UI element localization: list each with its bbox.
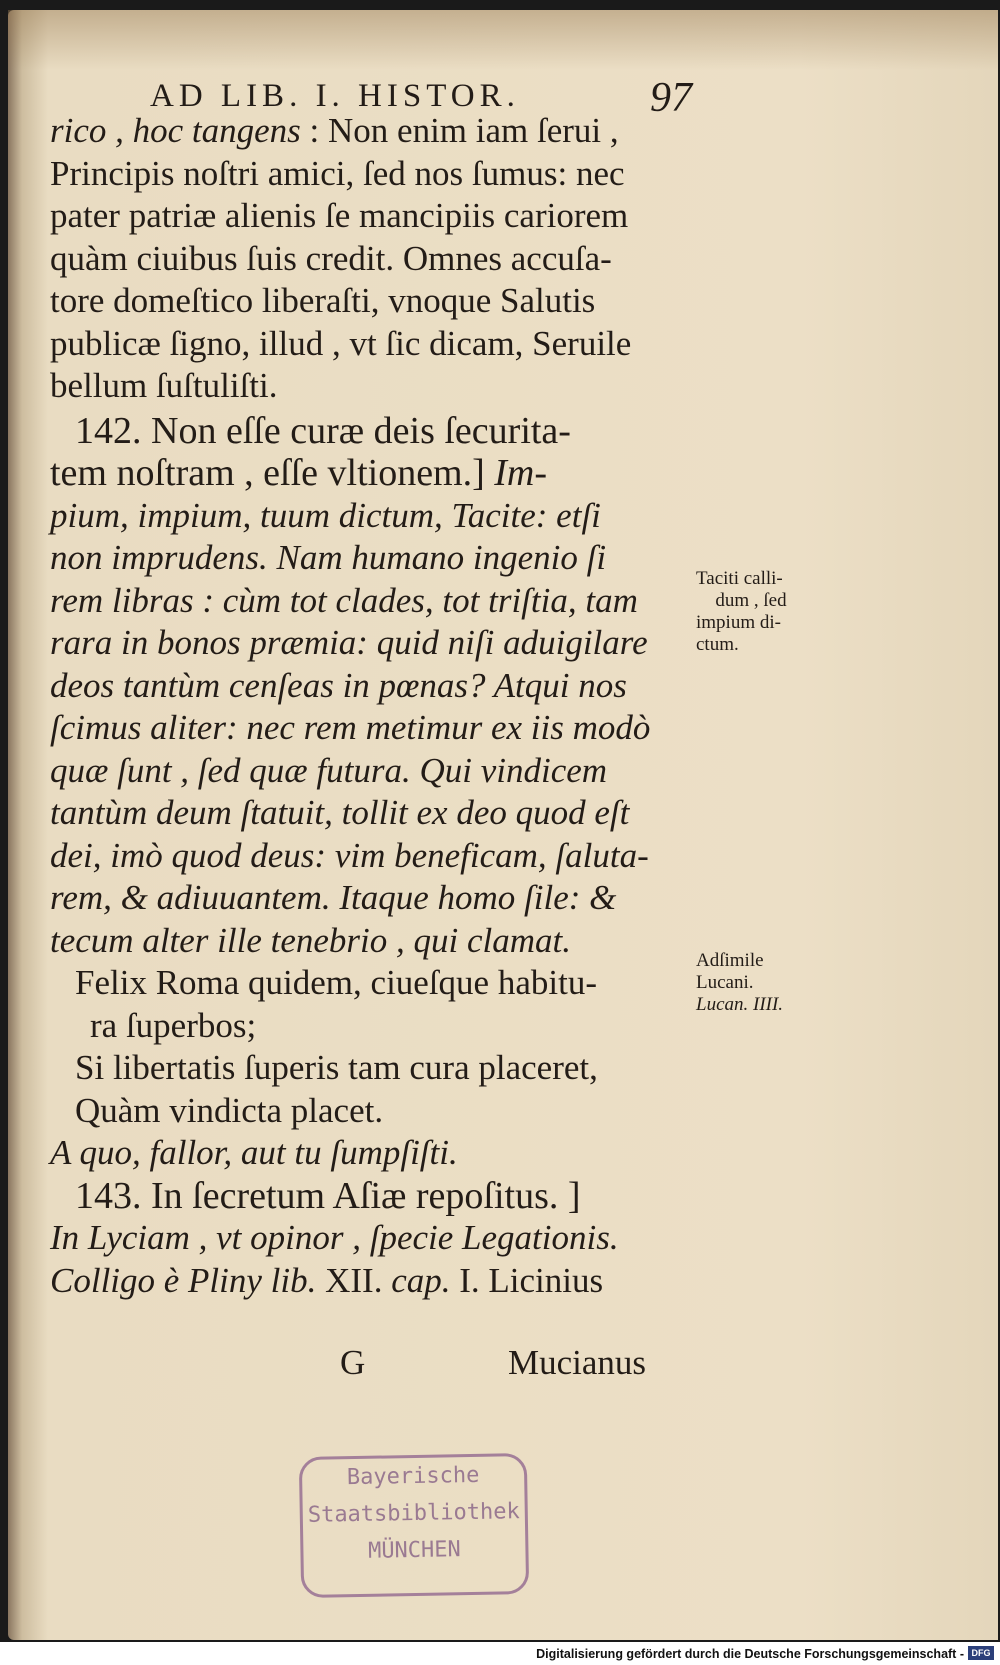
text-line: non imprudens. Nam humano ingenio ſi [50,538,607,577]
stamp-line: Bayerische [346,1462,480,1491]
footer-credit: Digitalisierung gefördert durch die Deutsche Forschungsgemeinschaft - [536,1647,964,1661]
text-line: In Lyciam , vt opinor , ſpecie Legationis. [50,1218,619,1257]
sidenote-line: Lucan. IIII. [696,994,784,1015]
text-line: bellum ſuſtuliſti. [50,366,278,405]
text-italic: Im- [494,452,548,494]
sidenote-line: Adſimile [696,950,764,971]
text-italic: Colligo è Pliny lib. [50,1260,326,1300]
text-line: tecum alter ille tenebrio , qui clamat. [50,920,572,960]
sidenote-taciti [696,568,806,656]
lemma-143: 143. In ſecretum Aſiæ repoſitus. ] [75,1174,581,1217]
sidenote-line: Lucani. [696,972,754,993]
text-line: A quo, fallor, aut tu ſumpſiſti. [50,1133,458,1172]
verse-line: ra ſuperbos; [90,1005,257,1045]
text-line: ſcimus aliter: nec rem metimur ex iis modò [50,708,651,747]
signature-mark: G [340,1343,366,1382]
library-stamp [299,1453,529,1598]
lemma-142: 142. Non eſſe curæ deis ſecurita- [75,409,571,452]
verse-line: Quàm vindicta placet. [75,1090,384,1130]
text-line: rem, & adiuuantem. Itaque homo ſile: & [50,878,617,917]
text-line: rem libras : cùm tot clades, tot triſtia, tam [50,580,638,620]
text-italic: cap. [391,1260,460,1300]
page-stain [8,10,998,70]
verse-line: Felix Roma quidem, ciueſque habitu- [75,963,597,1002]
text-line: publicæ ſigno, illud , vt ſic dicam, Seruile [50,323,632,363]
running-title: AD LIB. I. HISTOR. [150,78,520,114]
text-italic: rico , hoc tangens [50,111,301,150]
footer-bar [0,1642,1000,1665]
text-roman: tem noſtram , eſſe vltionem.] [50,452,495,494]
verse-line: Si libertatis ſuperis tam cura placeret, [75,1048,598,1087]
sidenote-lucani [696,950,806,1016]
page-number: 97 [650,75,692,121]
catchword: Mucianus [508,1343,647,1382]
sidenote-line: impium di- [696,612,781,633]
stamp-line: MÜNCHEN [367,1537,462,1564]
text-line [50,110,700,153]
text-line: dei, imò quod deus: vim beneficam, ſaluta- [50,835,649,875]
text-roman: XII. [325,1260,392,1300]
text-line: tantùm deum ſtatuit, tollit ex deo quod eſt [50,793,630,832]
body-text [50,110,700,1302]
text-roman: : Non enim iam ſerui , [300,111,619,150]
text-line: tore domeſtico liberaſti, vnoque Salutis [50,281,596,320]
text-line: quæ ſunt , ſed quæ futura. Qui vindicem [50,750,608,790]
text-line: deos tantùm cenſeas in pœnas? Atqui nos [50,665,627,705]
dfg-logo-icon: DFG [968,1646,994,1660]
stamp-line: Staatsbibliothek [307,1499,520,1528]
text-roman: I. Licinius [459,1260,604,1300]
text-line [50,1260,700,1303]
sidenote-line: ctum. [696,634,739,655]
text-line: quàm ciuibus ſuis credit. Omnes accuſa- [50,238,612,278]
text-line: pater patriæ alienis ſe mancipiis cariorem [50,196,629,235]
text-line: Principis noſtri amici, ſed nos ſumus: nec [50,153,625,193]
sidenote-line: Taciti calli- [696,568,783,589]
text-line: pium, impium, tuum dictum, Tacite: etſi [50,495,601,535]
text-line: rara in bonos præmia: quid niſi aduigilare [50,623,648,662]
sidenote-line: dum , ſed [715,590,787,611]
text-line [50,452,700,495]
